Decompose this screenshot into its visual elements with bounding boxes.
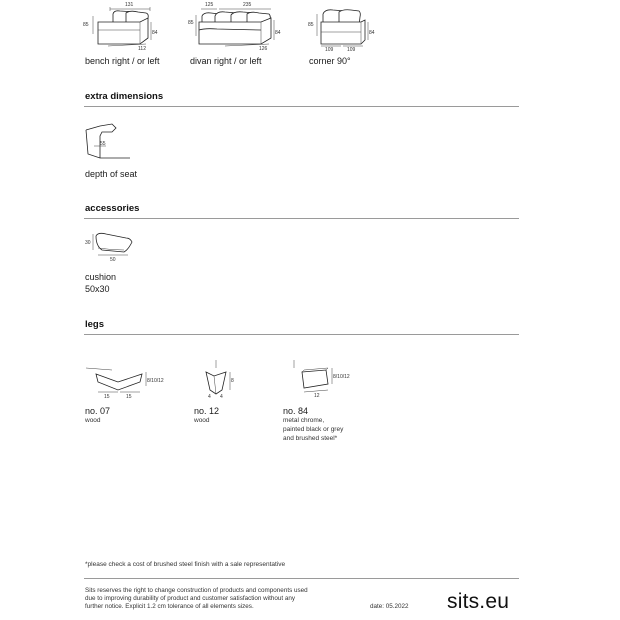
bench-dim-bottom: 112 [138, 46, 146, 52]
corner-dim-left: 85 [308, 22, 314, 28]
document-date: date: 05.2022 [370, 603, 409, 610]
footnote: *please check a cost of brushed steel finish with a sale representative [85, 561, 286, 568]
divan-dim-left: 85 [188, 20, 194, 26]
legs-divider [84, 334, 519, 335]
disclaimer-line1: Sits reserves the right to change construction of products and components used [85, 587, 308, 594]
leg-12-dim-h: 8 [231, 378, 234, 384]
bench-dim-top: 131 [125, 2, 134, 8]
bench-dim-left: 85 [83, 22, 89, 28]
divan-dim-top-left: 125 [205, 2, 214, 8]
accessories-heading: accessories [85, 203, 140, 214]
leg-84-desc-line3: and brushed steel* [283, 435, 338, 442]
accessories-divider [84, 218, 519, 219]
extra-dimensions-divider [84, 106, 519, 107]
bench-label: bench right / or left [85, 56, 160, 66]
legs-heading: legs [85, 319, 105, 330]
seat-depth-dim: 55 [100, 141, 106, 147]
disclaimer-line2: due to improving durability of product and customer satisfaction without any [85, 595, 296, 602]
seat-depth-drawing [82, 118, 134, 164]
divan-dim-bottom: 126 [259, 46, 268, 52]
leg-07-desc: wood [85, 417, 101, 424]
footer-divider [84, 578, 519, 579]
brand-name: sits.eu [447, 590, 510, 613]
corner-dim-bottom-left: 109 [325, 47, 334, 52]
leg-07-dim-h: 8/10/12 [147, 378, 164, 384]
seat-depth-label: depth of seat [85, 169, 138, 179]
disclaimer [85, 587, 308, 611]
leg-12-name: no. 12 [194, 406, 220, 416]
divan-dim-right: 84 [275, 30, 281, 36]
leg-12-dim-b: 4 [220, 394, 223, 400]
bench-dim-right: 84 [152, 30, 158, 36]
leg-07-dim-a: 15 [104, 394, 110, 400]
cushion-dim-w: 50 [110, 257, 116, 263]
leg-84-name: no. 84 [283, 406, 309, 416]
leg-07-drawing [82, 360, 172, 400]
leg-07-dim-b: 15 [126, 394, 132, 400]
divan-module-drawing [185, 0, 285, 52]
leg-84-desc-line1: metal chrome, [283, 417, 325, 424]
bench-module-drawing [80, 0, 160, 52]
corner-module-drawing [305, 0, 380, 52]
cushion-label-line2: 50x30 [85, 284, 110, 294]
disclaimer-line3: further notice. Explicit 1.2 cm tolerance of all elements sizes. [85, 603, 254, 610]
leg-84-dim-w: 12 [314, 393, 320, 399]
divan-label: divan right / or left [190, 56, 262, 66]
leg-84-desc-line2: painted black or grey [283, 426, 344, 433]
leg-07-name: no. 07 [85, 406, 111, 416]
leg-84-dim-h: 8/10/12 [333, 374, 350, 380]
cushion-label-line1: cushion [85, 272, 117, 282]
leg-12-drawing [190, 358, 240, 400]
corner-dim-right: 84 [369, 30, 375, 36]
leg-12-dim-a: 4 [208, 394, 211, 400]
extra-dimensions-heading: extra dimensions [85, 91, 164, 102]
corner-label: corner 90° [309, 56, 351, 66]
leg-84-drawing [280, 356, 360, 400]
leg-12-desc: wood [194, 417, 210, 424]
cushion-dim-h: 30 [85, 240, 91, 246]
corner-dim-bottom-right: 109 [347, 47, 356, 52]
cushion-drawing [82, 228, 138, 264]
divan-dim-top-right: 235 [243, 2, 252, 8]
